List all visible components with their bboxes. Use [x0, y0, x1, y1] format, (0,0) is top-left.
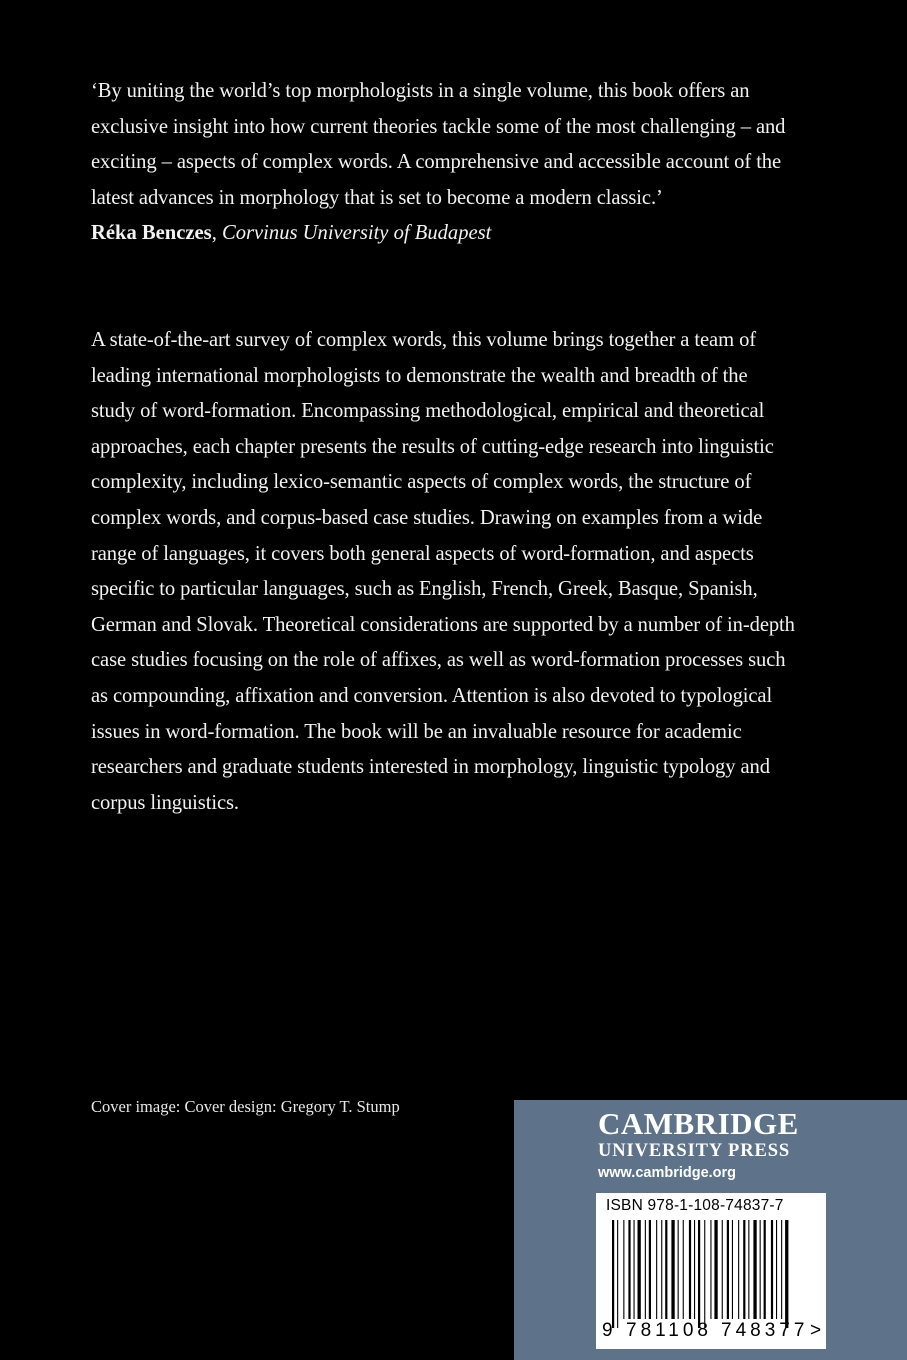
barcode-bar: [753, 1220, 756, 1319]
barcode-bar: [623, 1220, 624, 1319]
barcode-bar: [612, 1220, 614, 1328]
barcode-bar: [785, 1220, 788, 1328]
publisher-logo: [598, 1107, 838, 1161]
barcode-bar: [781, 1220, 782, 1319]
endorsement: [91, 74, 796, 252]
barcode-bar: [776, 1220, 777, 1319]
book-description: [91, 323, 796, 821]
barcode-bar: [671, 1220, 674, 1319]
ean-left-group: 781108: [626, 1320, 712, 1341]
endorsement-affiliation: Corvinus University of Budapest: [221, 222, 492, 245]
barcode-bar: [656, 1220, 657, 1319]
ean-end-marker: >: [810, 1320, 822, 1341]
barcode-bar: [698, 1220, 700, 1328]
barcode-bar: [704, 1220, 705, 1328]
barcode-bar: [661, 1220, 662, 1319]
barcode-bar: [678, 1220, 679, 1319]
barcode-bar: [771, 1220, 773, 1319]
barcode-bar: [638, 1220, 641, 1319]
barcode-bar: [760, 1220, 761, 1319]
publisher-url: www.cambridge.org: [598, 1165, 737, 1181]
publisher-name-line1: CAMBRIDGE: [598, 1106, 799, 1141]
endorsement-quote: ‘By uniting the world’s top morphologists in a single volume, this book offers an exclusive insight into how current theories tackle some of the most challenging – and exciting – aspects of complex words. A comprehensive and accessible account of the latest advances in morphology that is set to become a modern classic.’: [91, 80, 786, 209]
barcode-bar: [722, 1220, 723, 1319]
publisher-panel: [514, 1100, 907, 1360]
endorsement-author: Réka Benczes: [91, 222, 212, 245]
barcode-bar: [748, 1220, 749, 1319]
barcode-bar: [764, 1220, 766, 1319]
blurb-text: A state-of-the-art survey of complex words, this volume brings together a team of leading international morphologists to demonstrate the wealth and breadth of the study of word-formation. Encompassing methodological, empirical and theoretical approaches, each chapter presents the results of cutting-edge research into linguistic complexity, including lexico-semantic aspects of complex words, the structure of complex words, and corpus-based case studies. Drawing on examples from a wide range of languages, it covers both general aspects of word-formation, and aspects specific to particular languages, such as English, French, Greek, Basque, Spanish, German and Slovak. Theoretical considerations are supported by a number of in-depth case studies focusing on the role of affixes, as well as word-formation processes such as compounding, affixation and conversion. Attention is also devoted to typological issues in word-formation. The book will be an invaluable resource for academic researchers and graduate students interested in morphology, linguistic typology and corpus linguistics.: [91, 329, 795, 814]
barcode-bar: [714, 1220, 717, 1319]
barcode-bar: [628, 1220, 630, 1319]
barcode-bar: [649, 1220, 651, 1319]
barcode: [596, 1193, 826, 1349]
barcode-bar: [738, 1220, 739, 1319]
barcode-bar: [710, 1220, 711, 1319]
barcode-bar: [694, 1220, 695, 1319]
cover-credit: Cover image: Cover design: Gregory T. Stump: [91, 1097, 400, 1116]
ean-right-group: 748377: [721, 1320, 809, 1341]
barcode-bar: [689, 1220, 691, 1319]
ean-digits: [596, 1320, 826, 1346]
barcode-bar: [683, 1220, 684, 1319]
barcode-bar: [727, 1220, 729, 1319]
publisher-name-line2: UNIVERSITY PRESS: [598, 1141, 791, 1161]
barcode-bar: [634, 1220, 635, 1319]
barcode-bar: [665, 1220, 667, 1319]
isbn-label: ISBN 978-1-108-74837-7: [606, 1197, 784, 1214]
barcode-bar: [743, 1220, 745, 1319]
ean-first-digit: 9: [602, 1320, 613, 1341]
barcode-bar: [732, 1220, 733, 1319]
barcode-bar: [617, 1220, 618, 1328]
attribution-separator: ,: [211, 222, 222, 245]
barcode-bar: [645, 1220, 646, 1319]
endorsement-attribution: [91, 216, 796, 252]
